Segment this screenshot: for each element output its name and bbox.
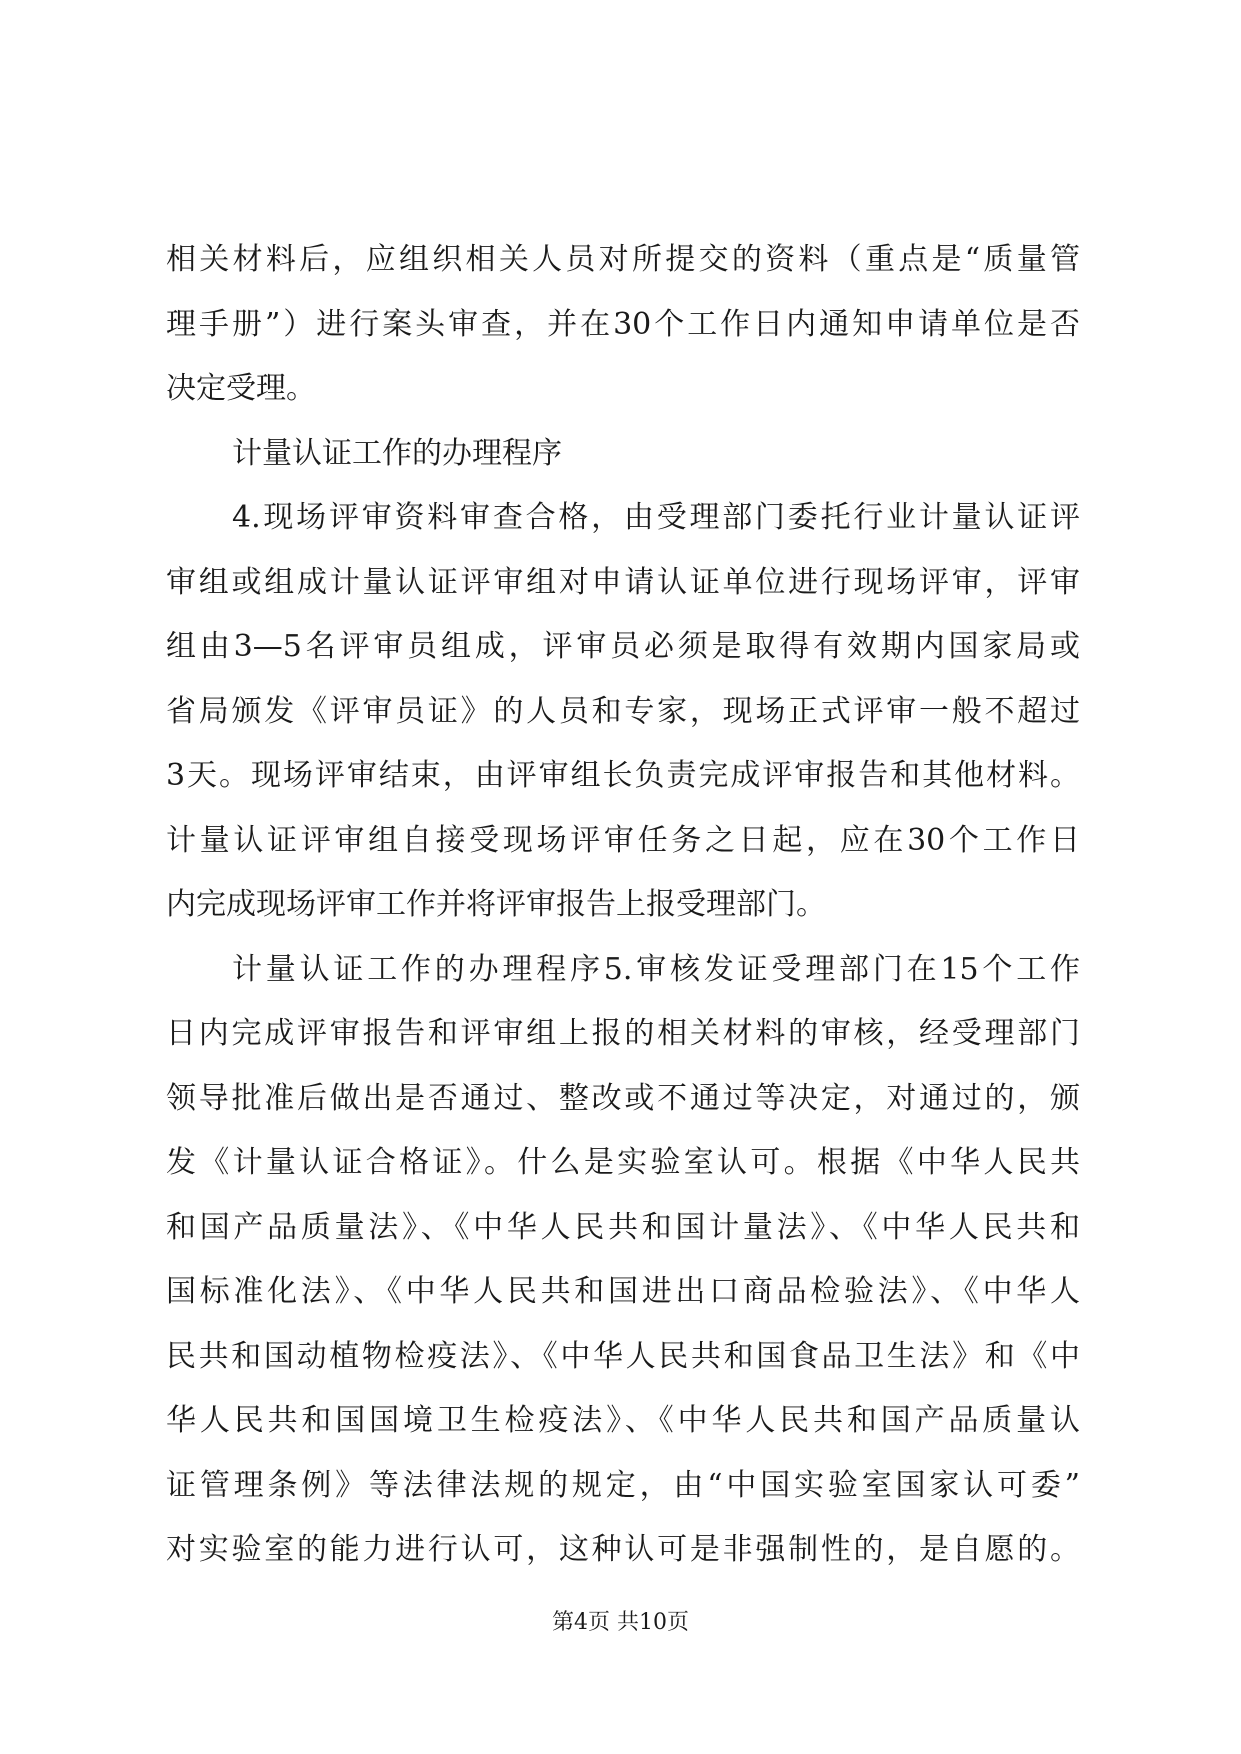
- text-line: 计量认证评审组自接受现场评审任务之日起，应在30个工作日: [166, 822, 1080, 858]
- text-line: 4.现场评审资料审查合格，由受理部门委托行业计量认证评: [232, 500, 1080, 535]
- text-line: 决定受理。: [166, 371, 316, 406]
- text-line: 省局颁发《评审员证》的人员和专家，现场正式评审一般不超过: [166, 693, 1080, 729]
- text-line: 日内完成评审报告和评审组上报的相关材料的审核，经受理部门: [166, 1016, 1080, 1051]
- text-line: 发《计量认证合格证》。什么是实验室认可。根据《中华人民共: [166, 1145, 1080, 1180]
- text-line: 相关材料后，应组织相关人员对所提交的资料（重点是“质量管: [166, 242, 1080, 277]
- document-body: [166, 228, 1080, 1583]
- text-line: 国标准化法》、《中华人民共和国进出口商品检验法》、《中华人: [166, 1274, 1080, 1309]
- text-line: 组由3—5名评审员组成，评审员必须是取得有效期内国家局或: [166, 629, 1080, 664]
- text-line: 对实验室的能力进行认可，这种认可是非强制性的，是自愿的。: [166, 1532, 1080, 1567]
- text-line: 审组或组成计量认证评审组对申请认证单位进行现场评审，评审: [166, 564, 1080, 600]
- text-line: 证管理条例》等法律法规的规定，由“中国实验室国家认可委”: [166, 1467, 1080, 1503]
- text-line: 华人民共和国国境卫生检疫法》、《中华人民共和国产品质量认: [166, 1403, 1080, 1438]
- text-line: 理手册”）进行案头审查，并在30个工作日内通知申请单位是否: [166, 306, 1080, 342]
- text-line: 计量认证工作的办理程序5.审核发证受理部门在15个工作: [232, 951, 1080, 987]
- text-line: 和国产品质量法》、《中华人民共和国计量法》、《中华人民共和: [166, 1209, 1080, 1245]
- section-heading: 计量认证工作的办理程序: [232, 435, 562, 471]
- text-line: 领导批准后做出是否通过、整改或不通过等决定，对通过的，颁: [166, 1080, 1080, 1116]
- text-line: 民共和国动植物检疫法》、《中华人民共和国食品卫生法》和《中: [166, 1338, 1080, 1374]
- text-line: 内完成现场评审工作并将评审报告上报受理部门。: [166, 887, 826, 922]
- page-number: 第4页 共10页: [552, 1610, 689, 1635]
- text-line: 3天。现场评审结束，由评审组长负责完成评审报告和其他材料。: [166, 758, 1080, 793]
